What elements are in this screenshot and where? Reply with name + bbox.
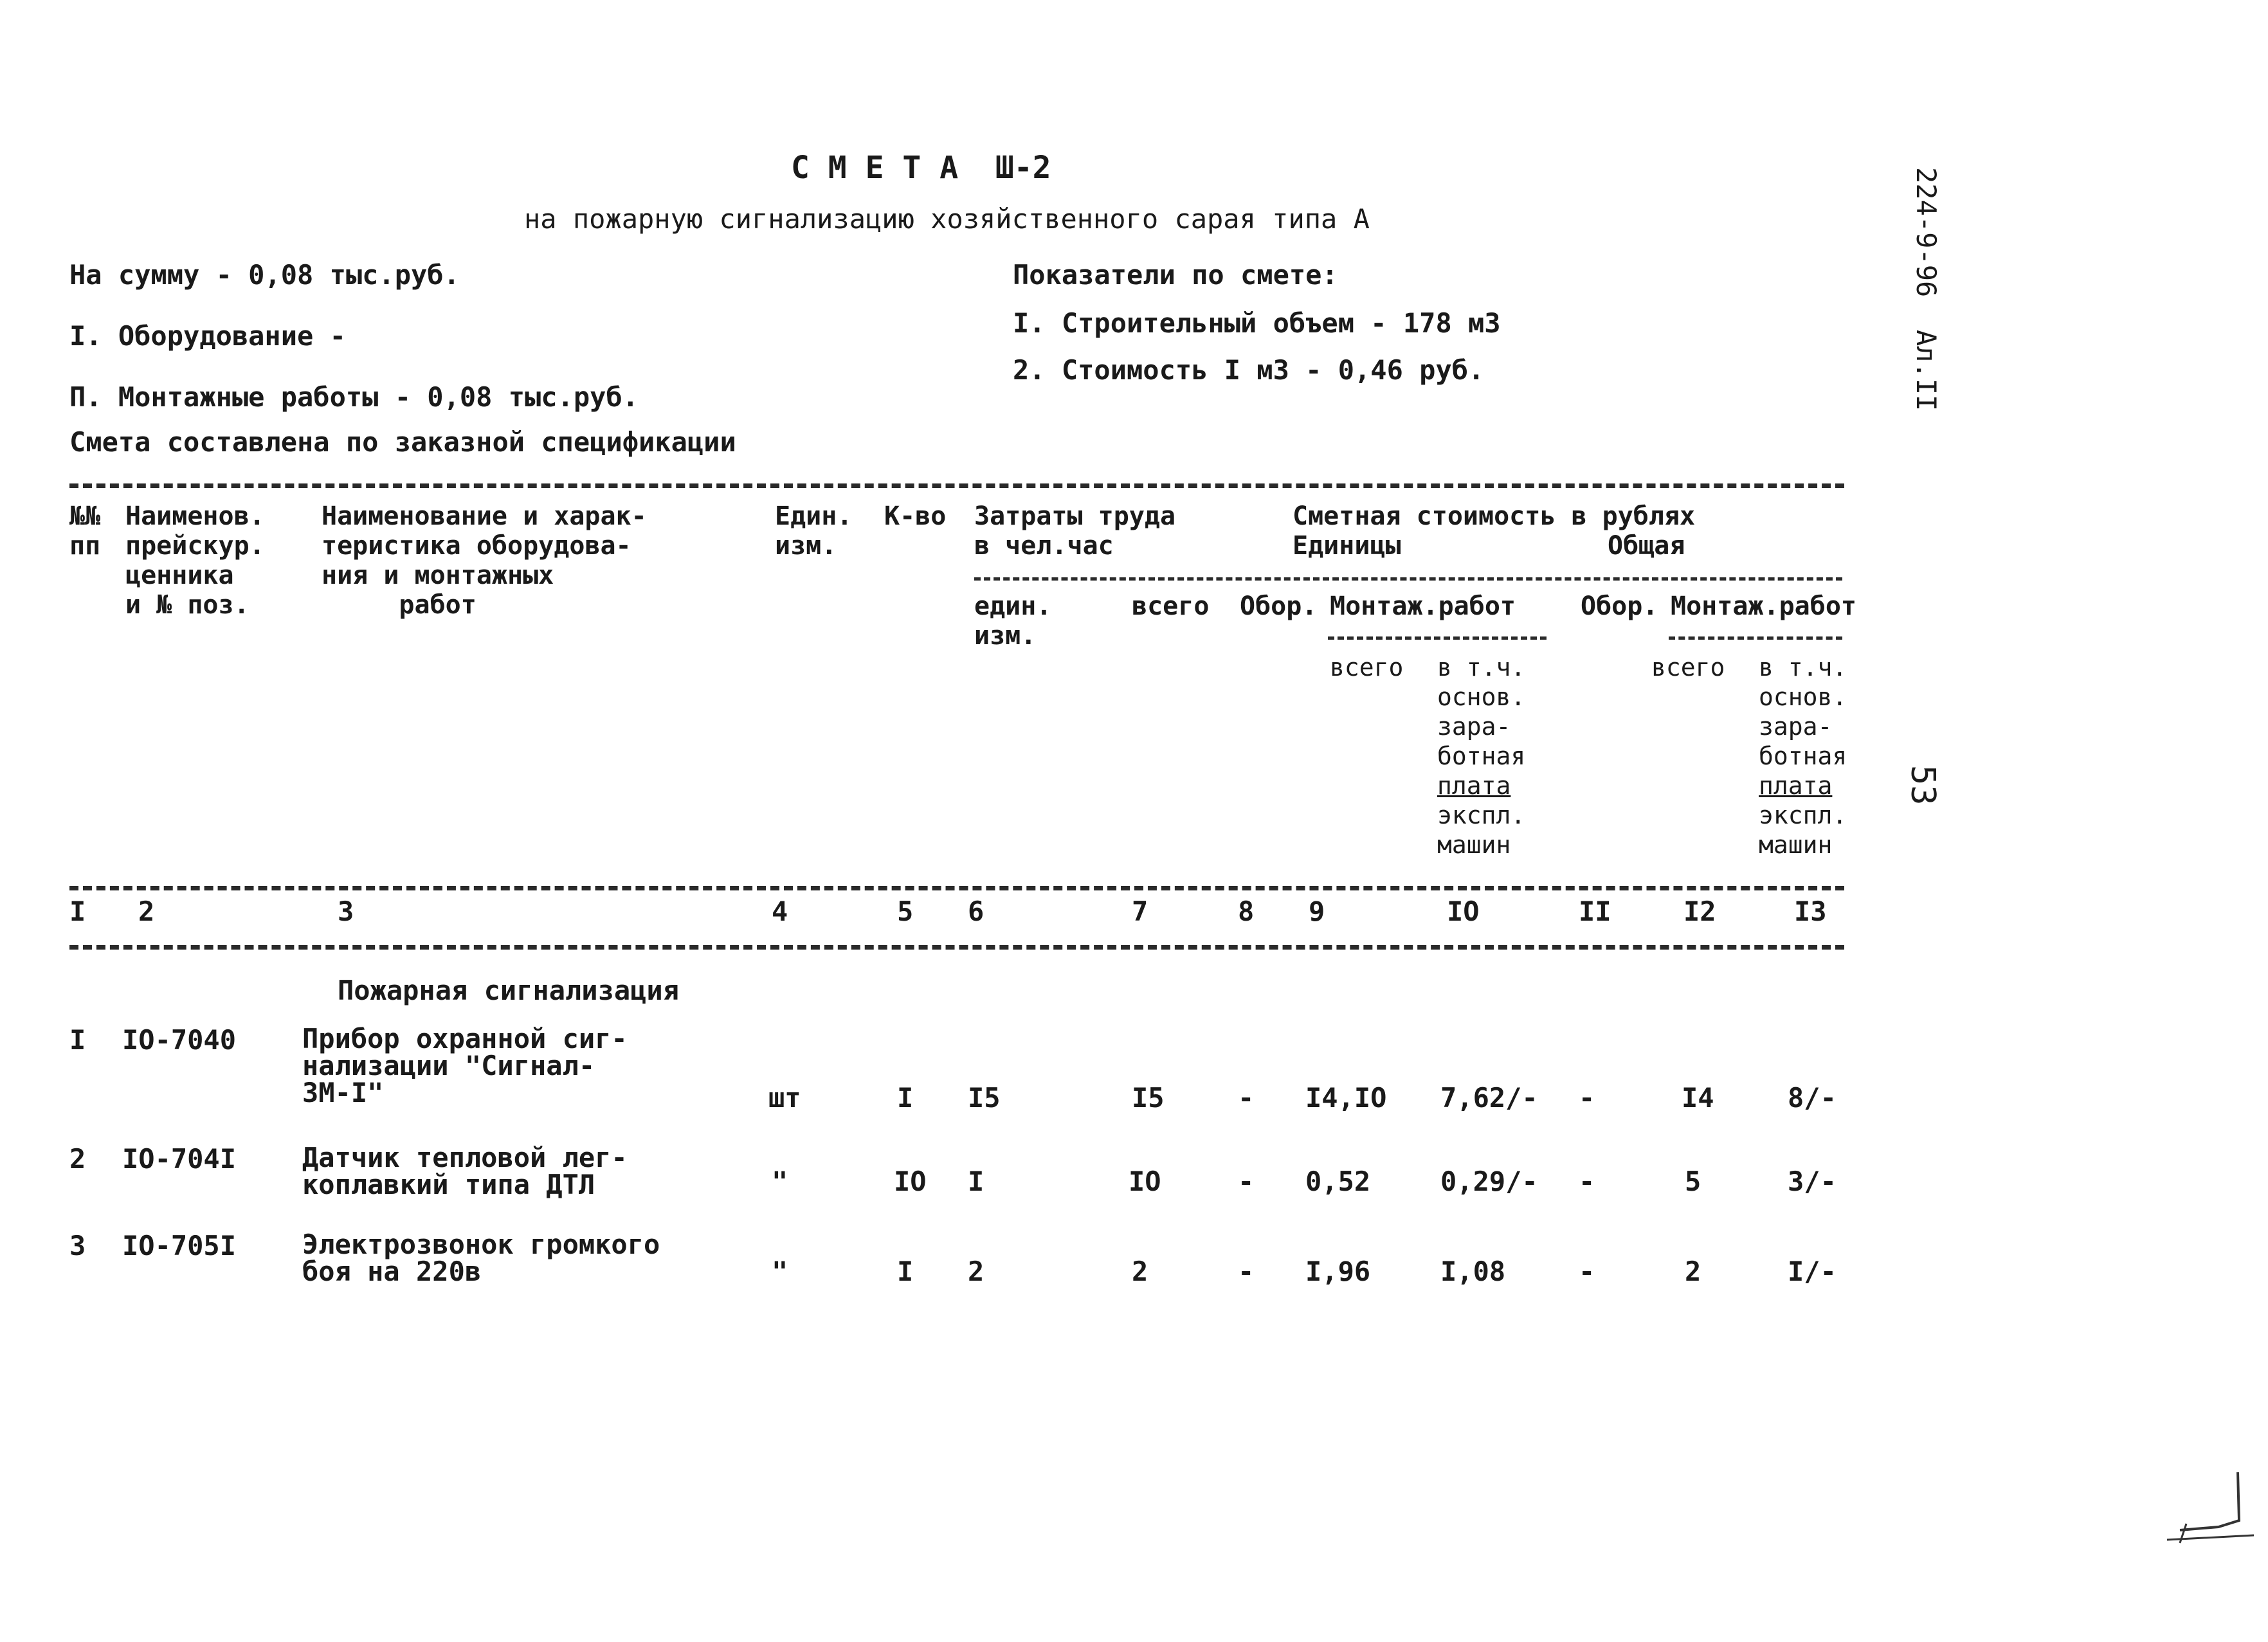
colnum-13: I3: [1794, 896, 1827, 927]
colnum-11: II: [1579, 896, 1611, 927]
colnum-9: 9: [1309, 896, 1325, 927]
header-sub-rule-unit: [1328, 636, 1547, 640]
row-1-montage-total: I4,IO: [1305, 1082, 1387, 1114]
header-labor-group: Затраты труда в чел.час: [974, 501, 1176, 561]
header-montage-total-wage: в т.ч. основ. зара- ботная: [1759, 653, 1847, 770]
summary-equipment: I. Оборудование -: [69, 320, 346, 352]
header-montage-unit-wage-underlined: плата: [1437, 771, 1511, 800]
colnum-3: 3: [338, 896, 354, 927]
header-labor-unit: един. изм.: [974, 591, 1052, 651]
row-2-labor-total: IO: [1129, 1166, 1161, 1197]
row-1-montage-sum: I4: [1682, 1082, 1714, 1114]
colnum-8: 8: [1238, 896, 1255, 927]
column-numbers-bottom-rule: [69, 945, 1844, 950]
summary-montage: П. Монтажные работы - 0,08 тыс.руб.: [69, 381, 639, 413]
row-2-unit: ": [772, 1166, 788, 1197]
row-1-qty: I: [897, 1082, 914, 1114]
indicator-cost: 2. Стоимость I м3 - 0,46 руб.: [1013, 354, 1485, 386]
header-montage-total: Монтаж.работ: [1671, 591, 1856, 621]
row-3-montage-sum: 2: [1685, 1256, 1701, 1287]
summary-basis: Смета составлена по заказной спецификации: [69, 426, 736, 458]
header-unit: Един. изм.: [775, 501, 853, 561]
row-3-montage-wage: I,08: [1440, 1256, 1506, 1287]
row-1-montage-wage: 7,62/-: [1440, 1082, 1538, 1114]
row-3-labor-unit: 2: [968, 1256, 984, 1287]
header-montage-total-wage-underlined: плата: [1759, 771, 1833, 800]
row-1-name: Прибор охранной сиг- нализации "Сигнал- ЗМ-I": [302, 1023, 628, 1108]
row-3-montage-sum-wage: I/-: [1788, 1256, 1837, 1287]
page-number: 53: [1903, 765, 1942, 806]
header-cost-total: Общая: [1608, 531, 1685, 561]
row-3-qty: I: [897, 1256, 914, 1287]
header-equipment-unit: Обор.: [1240, 591, 1318, 621]
summary-sum: На сумму - 0,08 тыс.руб.: [69, 259, 460, 291]
colnum-1: I: [69, 896, 86, 927]
row-1-montage-sum-wage: 8/-: [1788, 1082, 1837, 1114]
colnum-2: 2: [138, 896, 155, 927]
row-2-montage-sum: 5: [1685, 1166, 1701, 1197]
row-2-equipment: -: [1238, 1166, 1255, 1197]
row-1-labor-total: I5: [1132, 1082, 1165, 1114]
side-code: 224-9-96 Ал.II: [1910, 167, 1942, 411]
header-labor-total: всего: [1132, 591, 1210, 621]
header-description: Наименование и харак- теристика оборудова- ния и монтажных работ: [322, 501, 647, 620]
row-3-labor-total: 2: [1132, 1256, 1148, 1287]
row-1-code: IO-7040: [122, 1024, 237, 1056]
header-cost-unit: Единицы: [1293, 531, 1401, 561]
header-number: №№ пп: [69, 501, 101, 561]
row-3-number: 3: [69, 1230, 86, 1261]
header-equipment-total: Обор.: [1581, 591, 1658, 621]
header-montage-unit-machines: экспл. машин: [1437, 801, 1526, 859]
header-montage-unit-all: всего: [1330, 653, 1404, 681]
row-2-code: IO-704I: [122, 1143, 237, 1175]
header-montage-unit: Монтаж.работ: [1330, 591, 1516, 621]
row-3-unit: ": [772, 1256, 788, 1287]
row-2-qty: IO: [894, 1166, 927, 1197]
row-2-labor-unit: I: [968, 1166, 984, 1197]
section-title: Пожарная сигнализация: [338, 975, 680, 1006]
header-montage-total-machines: экспл. машин: [1759, 801, 1847, 859]
corner-scan-mark: [2141, 1466, 2257, 1562]
row-3-equipment: -: [1238, 1256, 1255, 1287]
colnum-5: 5: [897, 896, 914, 927]
row-2-montage-total: 0,52: [1305, 1166, 1371, 1197]
row-3-montage-total: I,96: [1305, 1256, 1371, 1287]
header-sub-rule-total: [1669, 636, 1842, 640]
colnum-12: I2: [1683, 896, 1716, 927]
row-2-montage-wage: 0,29/-: [1440, 1166, 1538, 1197]
row-1-number: I: [69, 1024, 86, 1056]
row-1-unit: шт: [768, 1082, 801, 1114]
row-3-code: IO-705I: [122, 1230, 237, 1261]
column-numbers-top-rule: [69, 886, 1844, 890]
header-price-code: Наименов. прейскур. ценника и № поз.: [125, 501, 265, 620]
indicator-volume: I. Строительный объем - 178 м3: [1013, 307, 1501, 339]
row-2-name: Датчик тепловой лег- коплавкий типа ДТЛ: [302, 1142, 628, 1200]
row-2-montage-sum-wage: 3/-: [1788, 1166, 1837, 1197]
header-quantity: К-во: [884, 501, 947, 531]
row-1-labor-unit: I5: [968, 1082, 1001, 1114]
header-cost-group: Сметная стоимость в рублях: [1293, 501, 1696, 531]
colnum-6: 6: [968, 896, 984, 927]
row-3-equipment-total: -: [1579, 1256, 1595, 1287]
header-top-rule: [69, 483, 1844, 488]
row-1-equipment-total: -: [1579, 1082, 1595, 1114]
row-3-name: Электрозвонок громкого боя на 220в: [302, 1229, 660, 1287]
document-title: С М Е Т А Ш-2: [791, 150, 1051, 186]
colnum-7: 7: [1132, 896, 1148, 927]
colnum-10: IO: [1447, 896, 1480, 927]
row-1-equipment: -: [1238, 1082, 1255, 1114]
row-2-number: 2: [69, 1143, 86, 1175]
row-2-equipment-total: -: [1579, 1166, 1595, 1197]
document-subtitle: на пожарную сигнализацию хозяйственного сарая типа А: [524, 203, 1370, 235]
header-montage-unit-wage: в т.ч. основ. зара- ботная: [1437, 653, 1526, 770]
header-montage-total-all: всего: [1651, 653, 1725, 681]
colnum-4: 4: [772, 896, 788, 927]
header-mid-rule: [974, 577, 1842, 581]
indicators-heading: Показатели по смете:: [1013, 259, 1338, 291]
